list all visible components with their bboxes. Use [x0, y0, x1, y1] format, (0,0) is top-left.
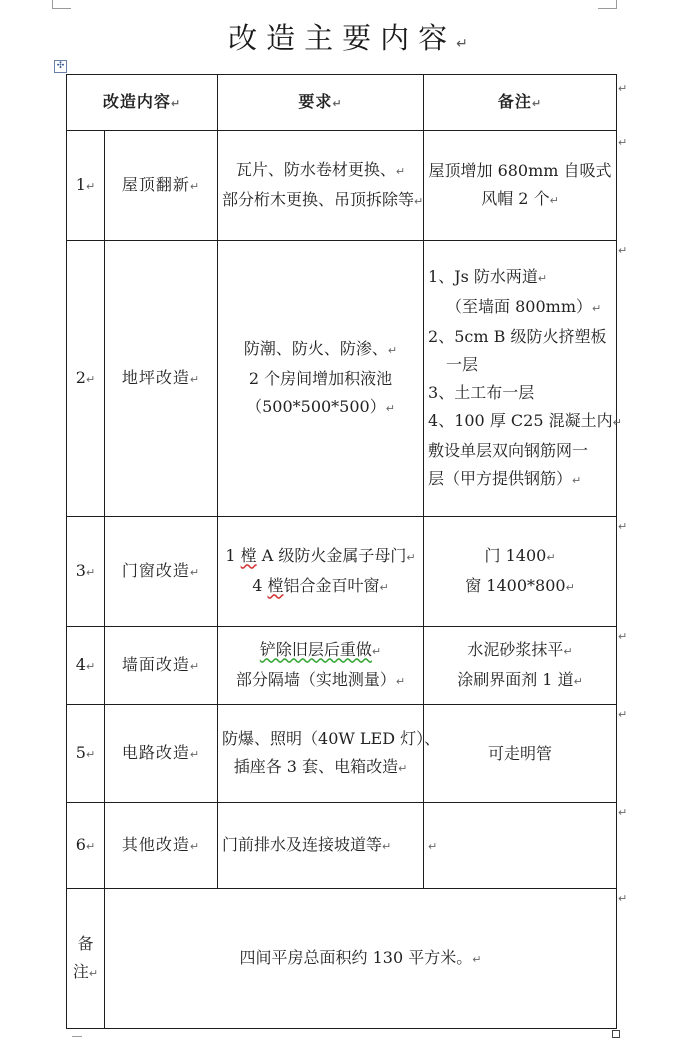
- row-note[interactable]: 可走明管: [424, 705, 617, 803]
- table-row: [67, 241, 617, 517]
- row-requirement[interactable]: 1 樘 A 级防火金属子母门↵ 4 樘铝合金百叶窗↵: [218, 517, 424, 627]
- table-move-handle-icon[interactable]: ✣: [54, 60, 67, 73]
- row-name[interactable]: 门窗改造↵: [105, 517, 218, 627]
- row-end-mark: ↵: [618, 806, 628, 819]
- header-note[interactable]: 备注↵: [424, 75, 617, 131]
- row-note[interactable]: ↵: [424, 803, 617, 889]
- row-requirement[interactable]: 铲除旧层后重做↵ 部分隔墙（实地测量）↵: [218, 627, 424, 705]
- row-end-mark: ↵: [618, 136, 628, 149]
- table-row: [67, 517, 617, 627]
- row-name[interactable]: 其他改造↵: [105, 803, 218, 889]
- row-number[interactable]: 4↵: [67, 627, 105, 705]
- paragraph-mark: ↵: [456, 36, 468, 52]
- row-number[interactable]: 5↵: [67, 705, 105, 803]
- row-end-mark: ↵: [618, 244, 628, 257]
- row-requirement[interactable]: 门前排水及连接坡道等↵: [218, 803, 424, 889]
- document-title: [0, 16, 696, 57]
- row-end-mark: ↵: [618, 892, 628, 905]
- row-end-mark: ↵: [618, 630, 628, 643]
- renovation-table: [66, 74, 622, 1029]
- remark-text[interactable]: 四间平房总面积约 130 平方米。↵: [105, 889, 617, 1029]
- row-end-mark: ↵: [618, 520, 628, 533]
- row-note[interactable]: 屋顶增加 680mm 自吸式 风帽 2 个↵: [424, 131, 617, 241]
- row-name[interactable]: 屋顶翻新↵: [105, 131, 218, 241]
- row-number[interactable]: 2↵: [67, 241, 105, 517]
- row-number[interactable]: 6↵: [67, 803, 105, 889]
- header-content[interactable]: 改造内容↵: [67, 75, 218, 131]
- row-note[interactable]: 1、Js 防水两道↵ （至墙面 800mm）↵ 2、5cm B 级防火挤塑板 一层 3、土工布一层 4、100 厚 C25 混凝土内↵ 敷设单层双向钢筋网一 层（甲方提供钢筋）↵: [424, 241, 617, 517]
- row-note[interactable]: 水泥砂浆抹平↵ 涂刷界面剂 1 道↵: [424, 627, 617, 705]
- table-header-row: [67, 75, 617, 131]
- row-end-mark: ↵: [618, 82, 628, 95]
- page-corner-top-right: [598, 0, 617, 9]
- row-note[interactable]: 门 1400↵ 窗 1400*800↵: [424, 517, 617, 627]
- row-end-mark: ↵: [618, 708, 628, 721]
- row-requirement[interactable]: 防潮、防火、防渗、↵ 2 个房间增加积液池 （500*500*500）↵: [218, 241, 424, 517]
- page-corner-bottom-left: [72, 1036, 82, 1041]
- remark-row: [67, 889, 617, 1029]
- table-resize-handle[interactable]: [612, 1030, 620, 1038]
- row-requirement[interactable]: 防爆、照明（40W LED 灯）、 插座各 3 套、电箱改造↵: [218, 705, 424, 803]
- page-corner-top-left: [52, 0, 71, 9]
- row-name[interactable]: 墙面改造↵: [105, 627, 218, 705]
- row-name[interactable]: 电路改造↵: [105, 705, 218, 803]
- table-row: [67, 803, 617, 889]
- row-name[interactable]: 地坪改造↵: [105, 241, 218, 517]
- remark-label[interactable]: 备 注↵: [67, 889, 105, 1029]
- header-requirement[interactable]: 要求↵: [218, 75, 424, 131]
- row-number[interactable]: 3↵: [67, 517, 105, 627]
- row-requirement[interactable]: 瓦片、防水卷材更换、↵ 部分桁木更换、吊顶拆除等↵: [218, 131, 424, 241]
- table-row: [67, 705, 617, 803]
- title-text: 改造主要内容: [228, 21, 457, 55]
- table-row: [67, 131, 617, 241]
- table-row: [67, 627, 617, 705]
- row-number[interactable]: 1↵: [67, 131, 105, 241]
